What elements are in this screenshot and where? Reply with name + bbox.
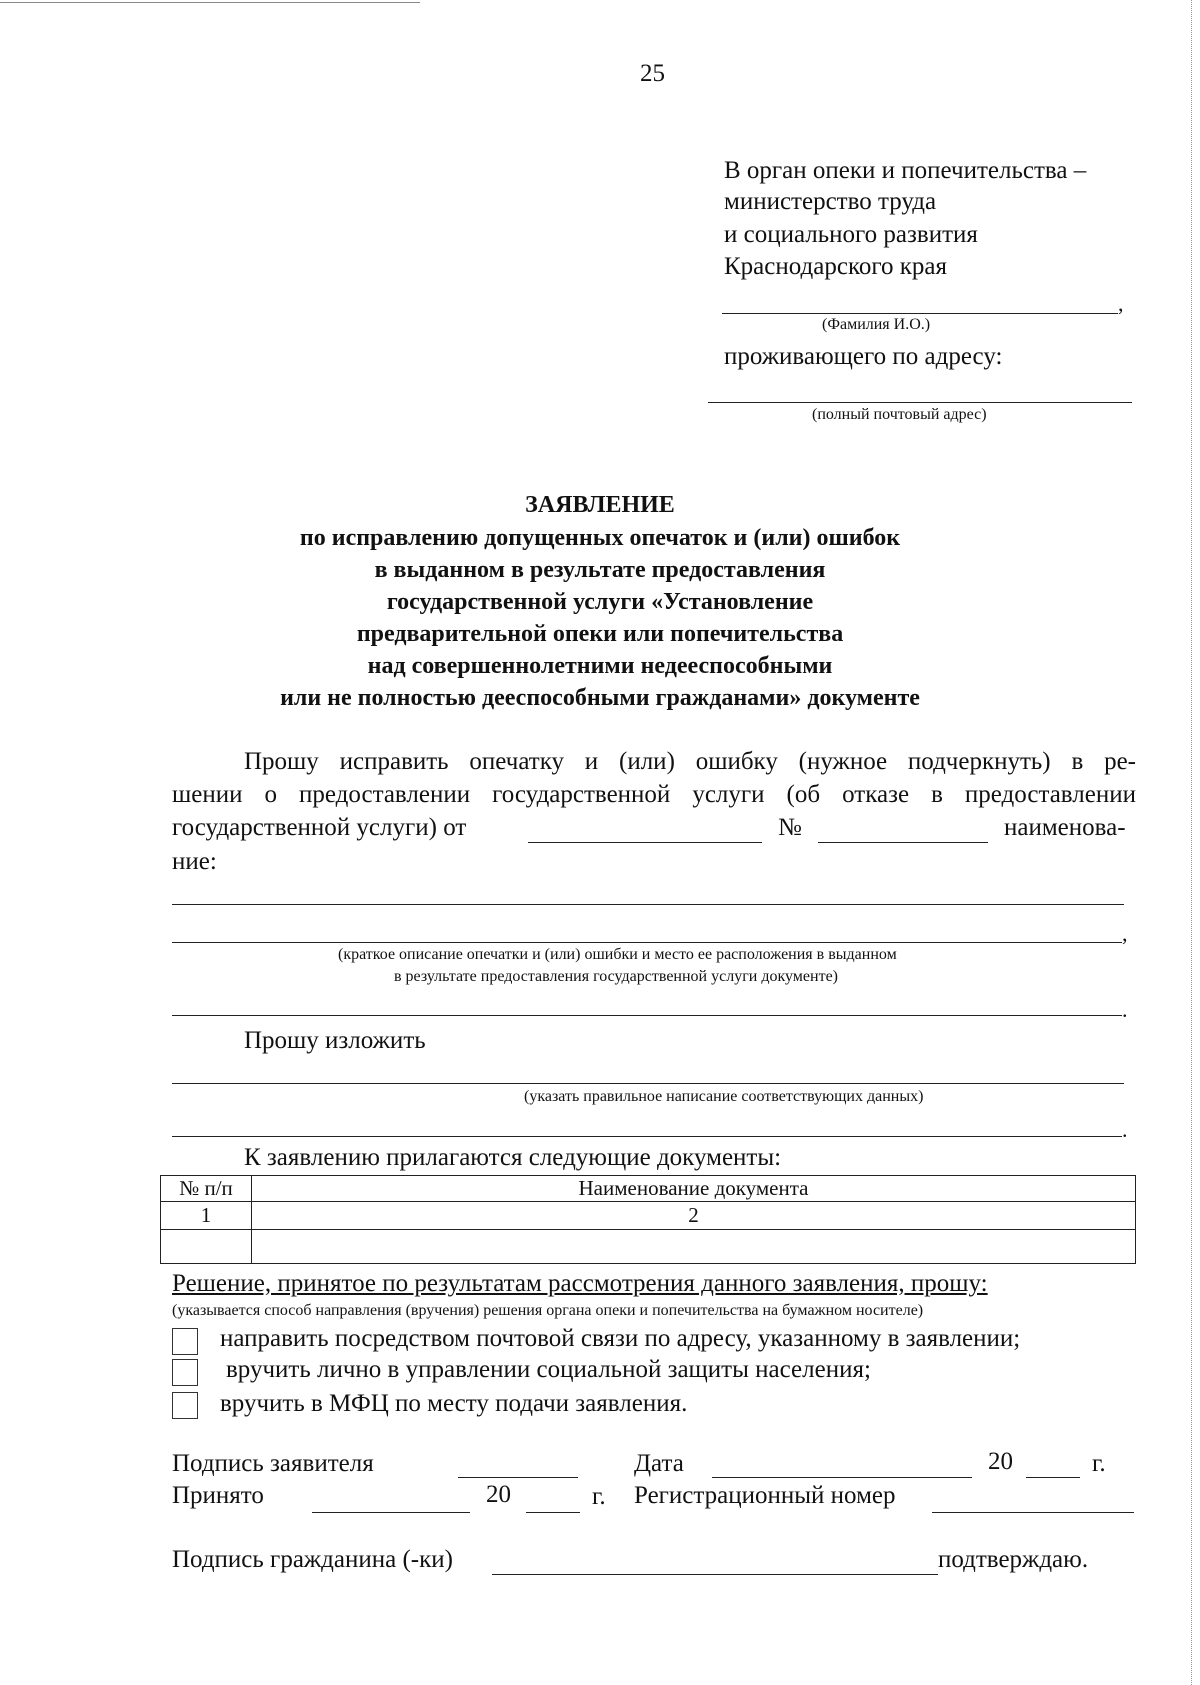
- document-title-line-3: государственной услуги «Установление: [386, 589, 814, 615]
- decision-number-field[interactable]: [818, 842, 988, 843]
- confirm-label: подтверждаю.: [938, 1546, 1089, 1573]
- citizen-signature-label: Подпись гражданина (-ки): [172, 1546, 453, 1573]
- document-heading: ЗАЯВЛЕНИЕ: [525, 492, 675, 518]
- option-mail-label: направить посредством почтовой связи по адресу, указанному в заявлении;: [220, 1325, 1021, 1352]
- document-title-line-6: или не полностью дееспособными гражданами» документе: [280, 685, 920, 711]
- decision-note: (указывается способ направления (вручения) решения органа опеки и попечительства на бумажном носителе): [172, 1302, 924, 1319]
- addressee-line-1: В орган опеки и попечительства –: [724, 157, 1087, 184]
- scan-edge-right: [1191, 0, 1192, 1685]
- table-row[interactable]: [161, 1230, 1136, 1264]
- numbering-cell-2: 2: [252, 1202, 1136, 1230]
- error-line-period: .: [1122, 997, 1128, 1022]
- accepted-year-field[interactable]: [526, 1512, 580, 1513]
- name-field-comma: ,: [1118, 291, 1124, 316]
- request-text-line-1: Прошу исправить опечатку и (или) ошибку (нужное подчеркнуть) в ре-: [244, 748, 1136, 775]
- table-numbering-row: [161, 1202, 1136, 1230]
- correction-field-line-2[interactable]: [172, 1136, 1122, 1137]
- applicant-name-field[interactable]: [722, 313, 1118, 314]
- address-field[interactable]: [708, 402, 1132, 403]
- table-header-row: [161, 1176, 1136, 1202]
- document-title-line-4: предварительной опеки или попечительства: [356, 621, 844, 647]
- scan-edge-top: [0, 2, 420, 3]
- column-header-number: № п/п: [161, 1176, 252, 1202]
- addressee-line-4: Краснодарского края: [724, 253, 947, 280]
- document-title-line-2: в выданном в результате предоставления: [374, 557, 826, 583]
- option-in-person-checkbox[interactable]: [172, 1359, 198, 1386]
- date-field[interactable]: [712, 1477, 972, 1478]
- addressee-line-2: министерство труда: [724, 188, 937, 215]
- error-description-line-3[interactable]: [172, 1015, 1122, 1016]
- residing-label: проживающего по адресу:: [724, 343, 1003, 370]
- citizen-signature-field[interactable]: [492, 1574, 938, 1575]
- table-cell-empty-document[interactable]: [252, 1230, 1136, 1264]
- error-line-comma: ,: [1122, 921, 1128, 946]
- registration-number-label: Регистрационный номер: [634, 1482, 896, 1509]
- request-text-line-4: ние:: [172, 848, 217, 875]
- document-title-line-5: над совершеннолетними недееспособными: [367, 653, 833, 679]
- document-title-line-1: по исправлению допущенных опечаток и (или) ошибок: [299, 525, 901, 551]
- correction-label: Прошу изложить: [244, 1027, 426, 1054]
- option-in-person-label: вручить лично в управлении социальной защиты населения;: [226, 1356, 871, 1383]
- error-caption-line-2: в результате предоставления государственной услуги документе): [394, 968, 838, 985]
- request-text-line-3a: государственной услуги) от: [172, 814, 467, 841]
- option-mail-checkbox[interactable]: [172, 1328, 198, 1355]
- name-field-caption: (Фамилия И.О.): [822, 316, 931, 333]
- option-mfc-label: вручить в МФЦ по месту подачи заявления.: [220, 1390, 688, 1417]
- correction-field-line-1[interactable]: [172, 1083, 1124, 1084]
- decision-heading: Решение, принятое по результатам рассмотрения данного заявления, прошу:: [172, 1270, 988, 1297]
- request-text-line-3c: наименова-: [1004, 814, 1126, 841]
- decision-number-sign: №: [778, 814, 802, 841]
- addressee-line-3: и социального развития: [724, 221, 978, 248]
- column-header-document: Наименование документа: [252, 1176, 1136, 1202]
- accepted-label: Принято: [172, 1482, 264, 1509]
- date-year-suffix: г.: [1092, 1450, 1106, 1477]
- error-caption-line-1: (краткое описание опечатки и (или) ошибки и место ее расположения в выданном: [338, 946, 897, 963]
- date-label: Дата: [634, 1450, 684, 1477]
- attachments-table: [160, 1175, 1136, 1264]
- date-year-field[interactable]: [1026, 1477, 1080, 1478]
- address-field-caption: (полный почтовый адрес): [812, 406, 987, 423]
- numbering-cell-1: 1: [161, 1202, 252, 1230]
- decision-date-field[interactable]: [528, 842, 762, 843]
- applicant-signature-label: Подпись заявителя: [172, 1450, 374, 1477]
- accepted-signature-field[interactable]: [312, 1512, 470, 1513]
- error-description-line-2[interactable]: [172, 942, 1122, 943]
- accepted-year-prefix: 20: [486, 1481, 511, 1508]
- applicant-signature-field[interactable]: [458, 1477, 578, 1478]
- date-year-prefix: 20: [988, 1448, 1013, 1475]
- option-mfc-checkbox[interactable]: [172, 1392, 198, 1419]
- error-description-line-1[interactable]: [172, 904, 1124, 905]
- request-text-line-2: шении о предоставлении государственной услуги (об отказе в предоставлении: [172, 781, 1136, 808]
- correction-caption: (указать правильное написание соответствующих данных): [524, 1088, 924, 1105]
- table-cell-empty-number[interactable]: [161, 1230, 252, 1264]
- attachments-intro: К заявлению прилагаются следующие документы:: [244, 1144, 782, 1171]
- accepted-year-suffix: г.: [592, 1483, 606, 1510]
- registration-number-field[interactable]: [932, 1512, 1134, 1513]
- correction-line-period: .: [1122, 1117, 1128, 1142]
- page-number: 25: [640, 60, 665, 87]
